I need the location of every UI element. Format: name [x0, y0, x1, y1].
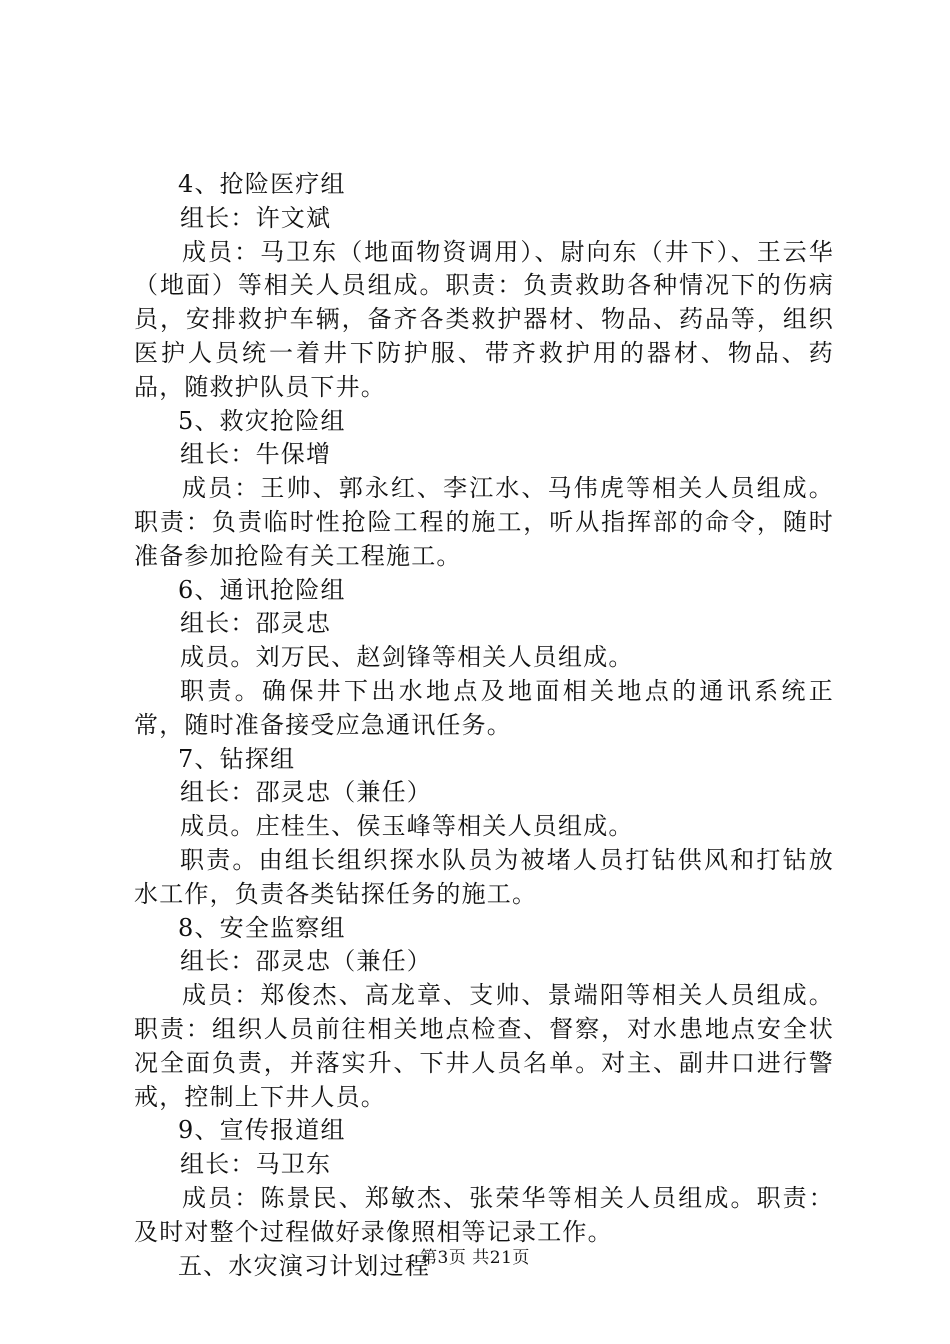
section-heading-communication: 6、通讯抢险组 [178, 575, 346, 604]
members-duties-publicity: 成员：陈景民、郑敏杰、张荣华等相关人员组成。职责：及时对整个过程做好录像照相等记录工作。 [134, 1183, 834, 1246]
page-number-label: 第3页 共21页 [420, 1248, 530, 1268]
leader-line-safety: 组长：邵灵忠（兼任） [180, 947, 432, 976]
members-duties-safety: 成员：郑俊杰、高龙章、支帅、景端阳等相关人员组成。职责：组织人员前往相关地点检查、督察，对水患地点安全状况全面负责，并落实升、下井人员名单。对主、副井口进行警戒，控制上下井人员。 [134, 981, 834, 1111]
section-heading-publicity: 9、宣传报道组 [178, 1116, 346, 1145]
leader-line-communication: 组长：邵灵忠 [180, 609, 332, 638]
section-heading-safety: 8、安全监察组 [178, 913, 346, 942]
section-heading-medical: 4、抢险医疗组 [178, 170, 346, 198]
leader-line-drilling: 组长：邵灵忠（兼任） [180, 778, 432, 807]
section-heading-drilling: 7、钻探组 [178, 744, 296, 773]
leader-line-rescue: 组长：牛保增 [180, 440, 332, 469]
members-duties-rescue: 成员：王帅、郭永红、李江水、马伟虎等相关人员组成。职责：负责临时性抢险工程的施工，听从指挥部的命令，随时准备参加抢险有关工程施工。 [134, 474, 834, 570]
members-line-drilling: 成员。庄桂生、侯玉峰等相关人员组成。 [180, 812, 634, 841]
duties-line-drilling: 职责。由组长组织探水队员为被堵人员打钻供风和打钻放水工作，负责各类钻探任务的施工。 [134, 845, 834, 908]
page-footer [0, 1243, 950, 1268]
document-body [134, 168, 834, 1283]
leader-line-medical: 组长：许文斌 [180, 203, 332, 232]
section-heading-rescue: 5、救灾抢险组 [178, 406, 346, 435]
section-heading-drill-plan: 五、水灾演习计划过程 [178, 1251, 430, 1280]
leader-line-publicity: 组长：马卫东 [180, 1150, 332, 1179]
members-line-communication: 成员。刘万民、赵剑锋等相关人员组成。 [180, 643, 634, 672]
duties-line-communication: 职责。确保井下出水地点及地面相关地点的通讯系统正常，随时准备接受应急通讯任务。 [134, 676, 834, 739]
members-duties-medical: 成员：马卫东（地面物资调用）、尉向东（井下）、王云华（地面）等相关人员组成。职责：负责救助各种情况下的伤病员，安排救护车辆，备齐各类救护器材、物品、药品等，组织医护人员统一着井下防护服、带齐救护用的器材、物品、药品，随救护队员下井。 [134, 237, 834, 401]
